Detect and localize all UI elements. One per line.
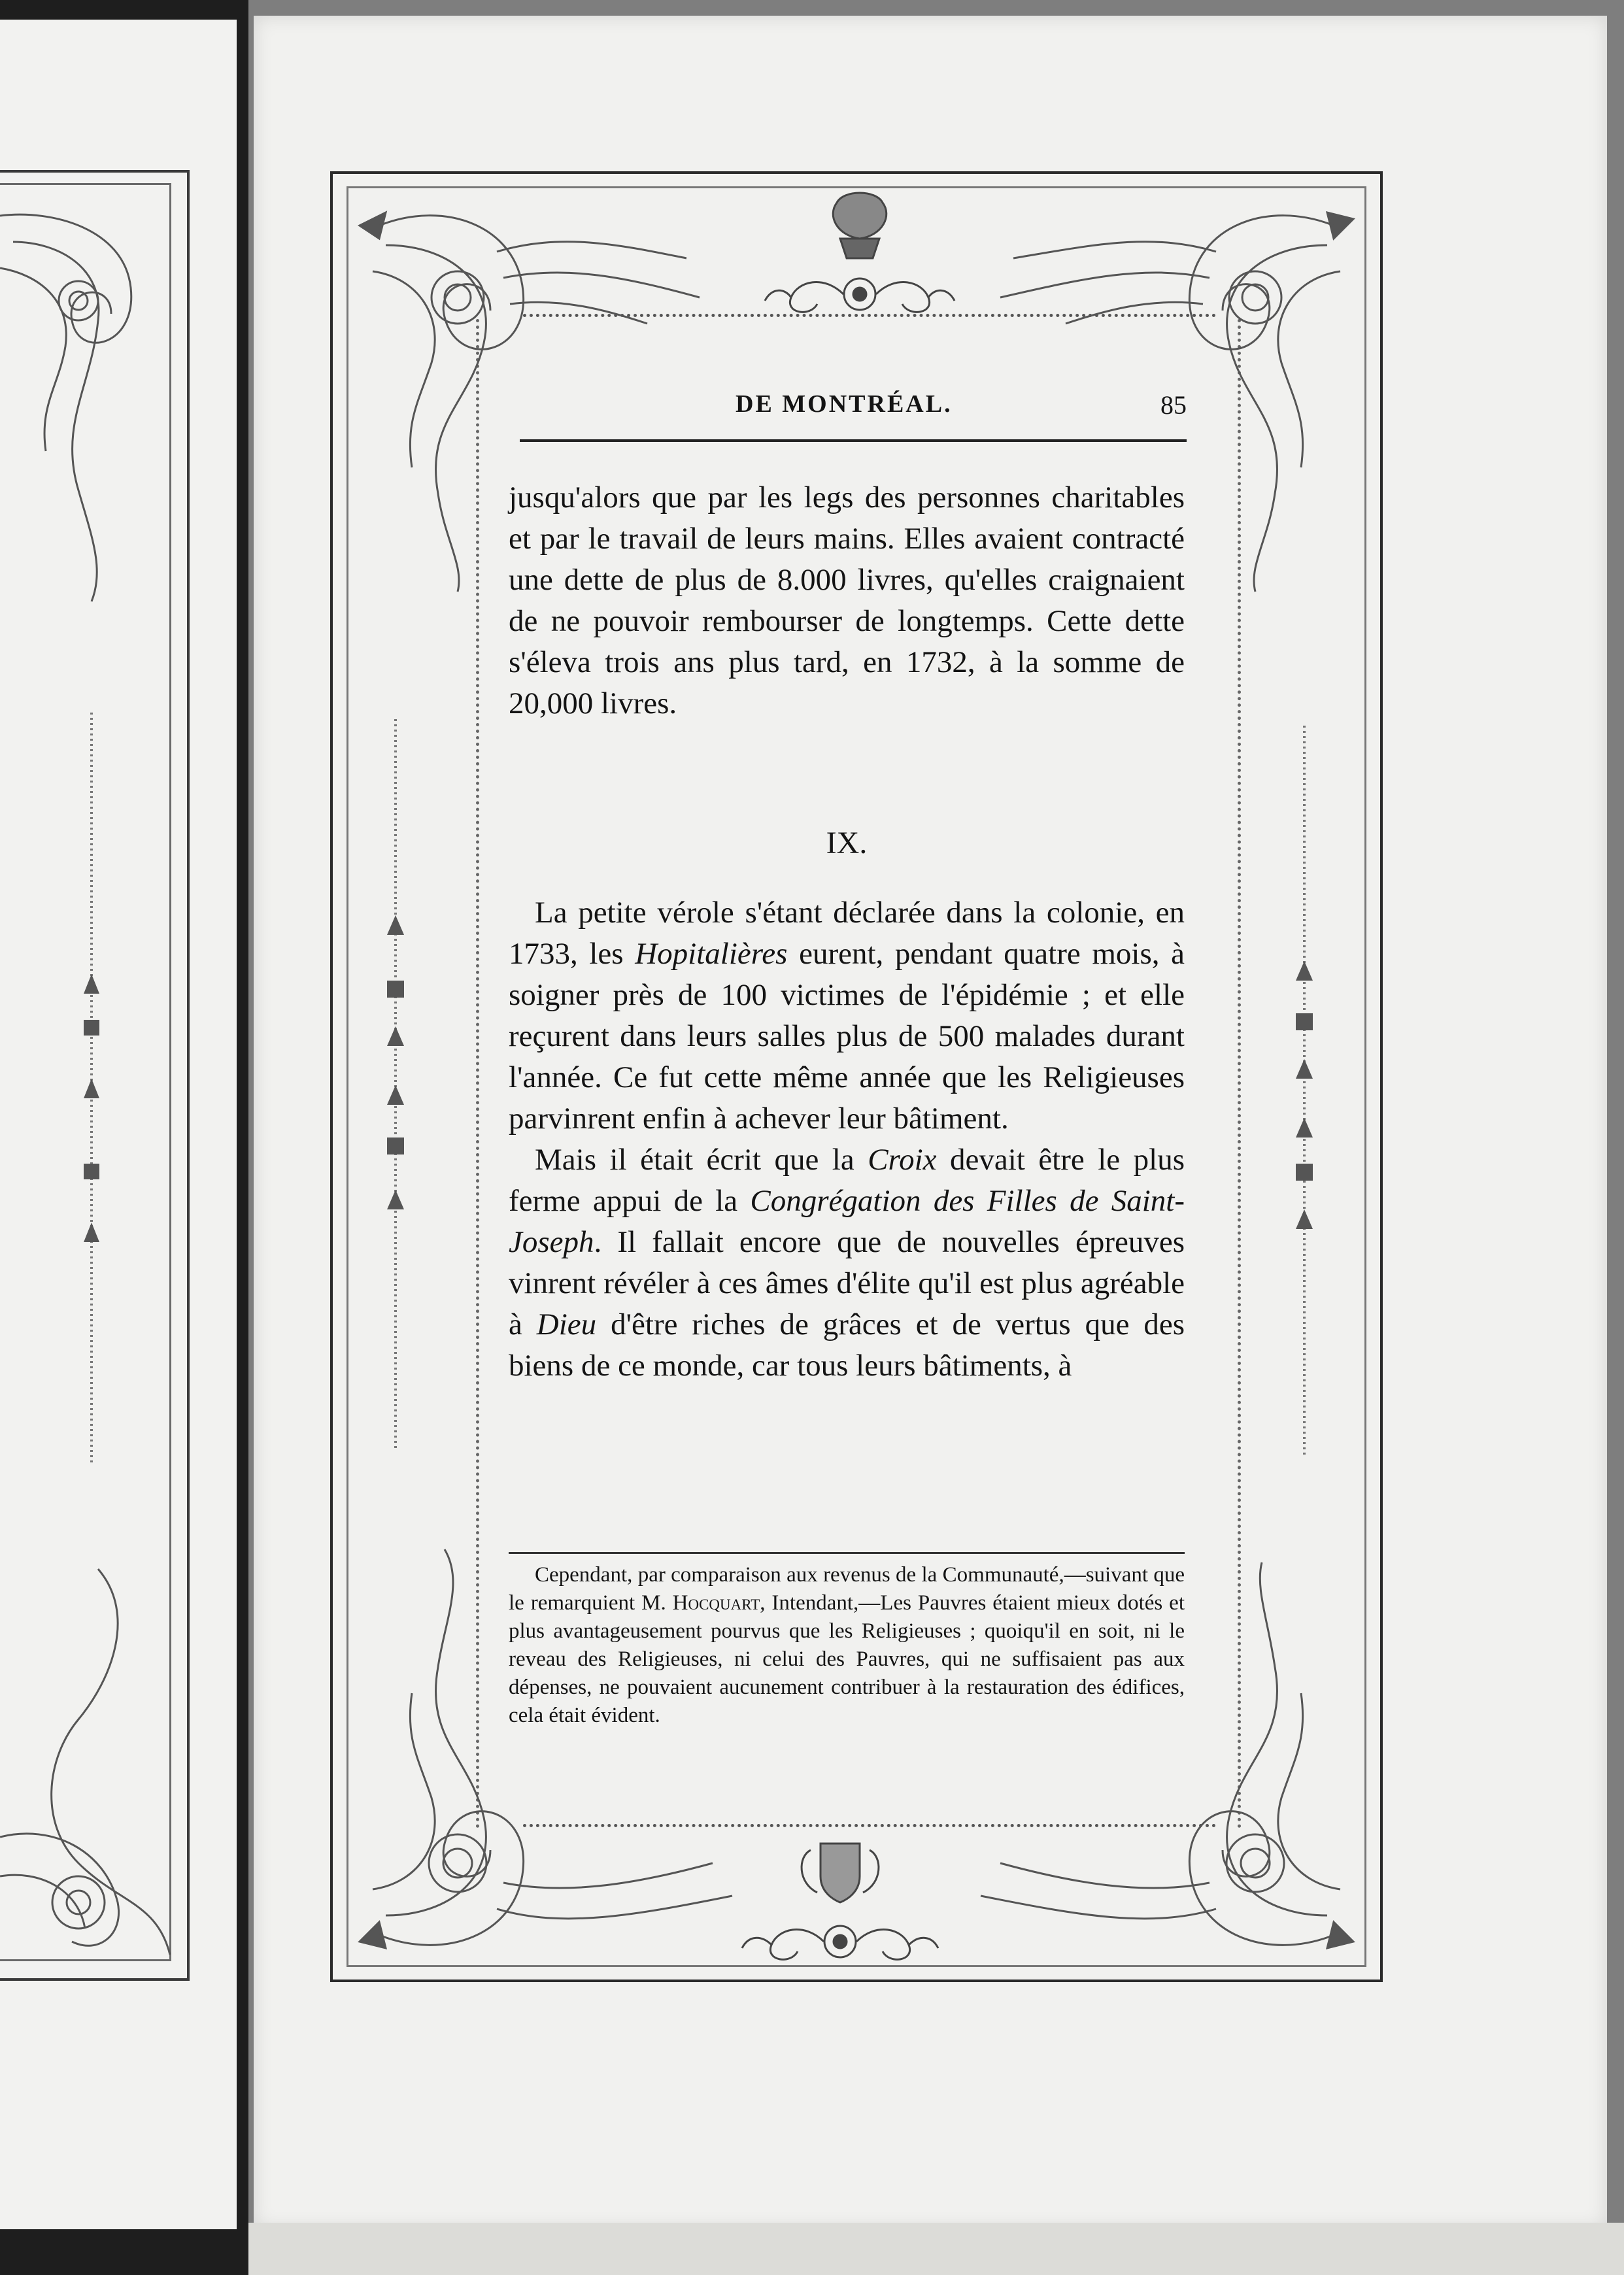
- paragraph-2-text: eurent, pendant quatre mois, à soigner près de 100 victimes de l'épidémie ; et elle reçurent dans leurs salles plus de 500 malades durant l'année. Ce fut cette même année que les Religieuses parvinrent enfin à achever leur bâtiment.: [509, 937, 1185, 1136]
- paragraph-3-italic: Congrégation des Filles de Saint-Joseph: [509, 1184, 1185, 1259]
- footnote-name: Hocquart: [672, 1591, 760, 1615]
- running-head: [520, 390, 1187, 429]
- paragraph-3-text: . Il fallait encore que de nouvelles épreuves vinrent révéler à ces âmes d'élite qu'il est plus agréable à: [509, 1225, 1185, 1341]
- paragraph-3-italic: Dieu: [536, 1307, 597, 1341]
- footnote: [509, 1561, 1185, 1730]
- vertical-ornament-left-icon: [379, 719, 412, 1451]
- vertical-ornament-right-icon: [1288, 726, 1321, 1458]
- footnote-text: Cependant, par comparaison aux revenus de la Communauté,—suivant que le remarquient M.: [509, 1563, 1185, 1615]
- paragraph-continued: [509, 477, 1185, 724]
- section-body: [509, 892, 1185, 1387]
- paragraph-1-text: jusqu'alors que par les legs des personnes charitables et par le travail de leurs mains. Elles avaient contracté une dette de plus de 8.000 livres, qu'elles craignaient de ne pouvoir rembourser de longtemps. Cette dette s'éleva trois ans plus tard, en 1732, à la somme de 20,000 livres.: [509, 480, 1185, 720]
- paragraph-3-text: devait être le plus ferme appui de la: [509, 1143, 1185, 1218]
- section-heading: IX.: [826, 826, 868, 860]
- paragraph-3-text: Mais il était écrit que la: [535, 1143, 868, 1177]
- page-edge-strip: [248, 2223, 1624, 2275]
- page-number: 85: [1160, 390, 1187, 420]
- paragraph-3-italic: Croix: [868, 1143, 937, 1177]
- basket-ornament-top-icon: [758, 190, 961, 320]
- paragraph-2-text: La petite vérole s'étant déclarée dans la colonie, en 1733, les: [509, 896, 1185, 971]
- facing-page-vertical-ornament-icon: [78, 713, 105, 1464]
- facing-page-flourish-top-icon: [0, 190, 150, 608]
- header-rule: [520, 439, 1187, 442]
- paragraph-2-italic: Hopitalières: [635, 937, 788, 971]
- footnote-rule: [509, 1552, 1185, 1554]
- crest-ornament-bottom-icon: [732, 1830, 948, 1968]
- paragraph-2: [509, 892, 1185, 1139]
- facing-page-flourish-bottom-icon: [0, 1562, 177, 1968]
- footnote-text: , Intendant,—Les Pauvres étaient mieux dotés et plus avantageusement pourvus que les Religieuses ; quoiqu'il en soit, ni le reveau des Religieuses, ni celui des Pauvres, qui ne suffisaient pas aux dépenses, ne pouvaient aucunement contribuer à la restauration des édifices, cela était évident.: [509, 1591, 1185, 1727]
- running-head-title: DE MONTRÉAL.: [736, 390, 953, 418]
- paragraph-3: [509, 1139, 1185, 1387]
- paragraph-3-text: d'être riches de grâces et de vertus que des biens de ce monde, car tous leurs bâtiments, à: [509, 1307, 1185, 1383]
- facing-page: [0, 20, 237, 2229]
